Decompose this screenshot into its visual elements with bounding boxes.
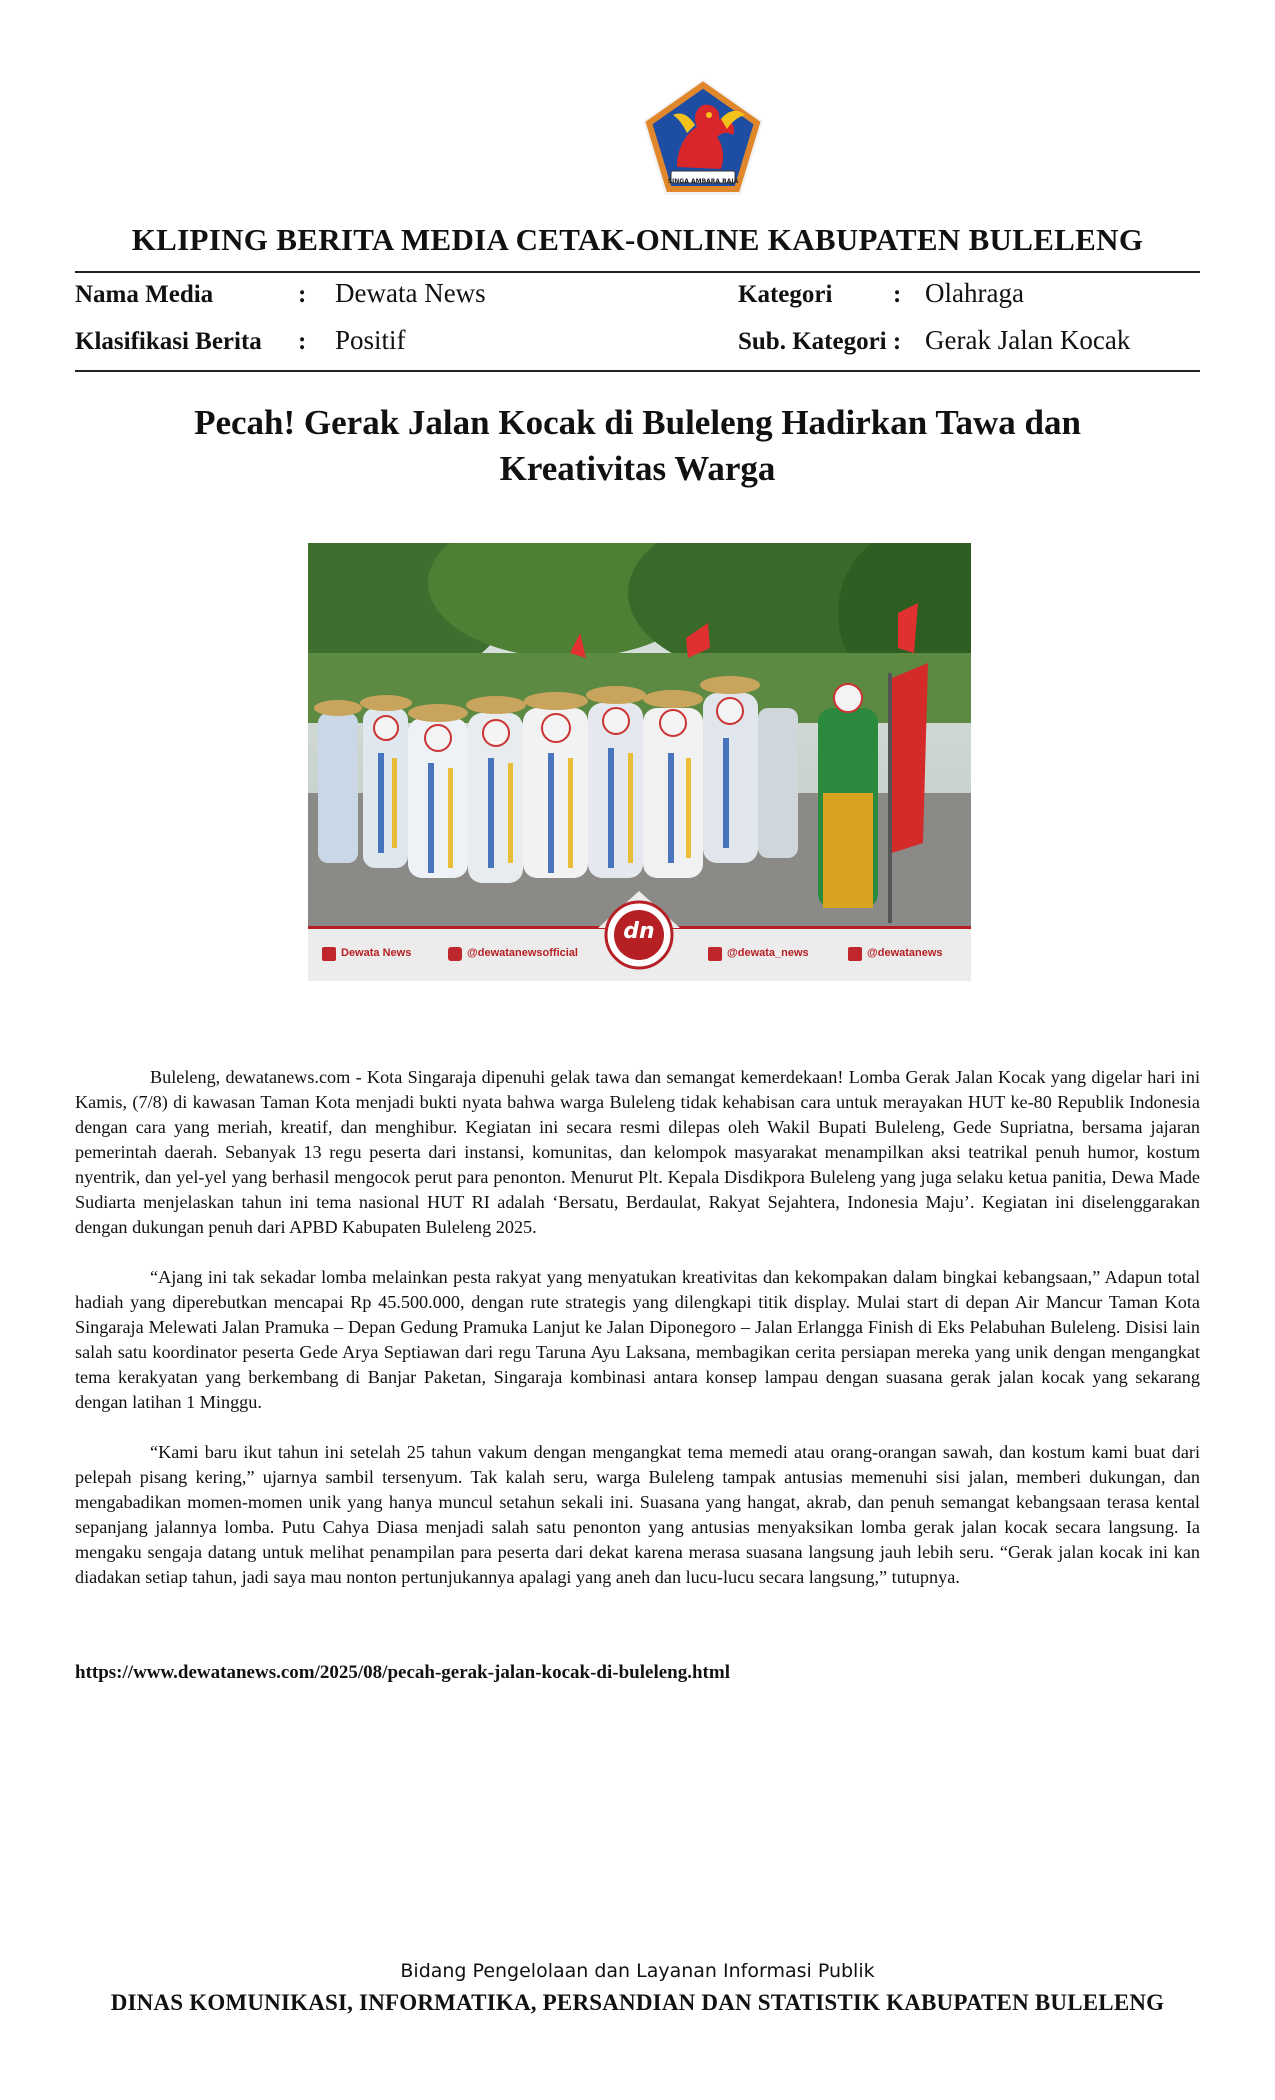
article-paragraph-1: Buleleng, dewatanews.com - Kota Singaraja dipenuhi gelak tawa dan semangat kemerdekaan! Lomba Gerak Jalan Kocak yang digelar hari ini Kamis, (7/8) di kawasan Taman Kota menjadi bukti nyata bahwa warga Buleleng tidak kehabisan cara untuk merayakan HUT ke-80 Republik Indonesia dengan cara yang meriah, kreatif, dan menghibur. Kegiatan ini secara resmi dilepas oleh Wakil Bupati Buleleng, Gede Supriatna, bersama jajaran pemerintah daerah. Sebanyak 13 regu peserta dari instansi, komunitas, dan kelompok masyarakat menampilkan aksi teatrikal penuh humor, kostum nyentrik, dan yel-yel yang berhasil mengocok perut para penonton. Menurut Plt. Kepala Disdikpora Buleleng yang juga selaku ketua panitia, Dewa Made Sudiarta menjelaskan tahun ini tema nasional HUT RI adalah ‘Bersatu, Berdaulat, Rakyat Sejahtera, Indonesia Maju’. Kegiatan ini diselenggarakan dengan dukungan penuh dari APBD Kabupaten Buleleng 2025. <box>75 1067 1200 1237</box>
kategori-label: Kategori <box>738 281 833 308</box>
footer-agency-name: DINAS KOMUNIKASI, INFORMATIKA, PERSANDIAN DAN STATISTIK KABUPATEN BULELENG <box>110 1990 1165 2015</box>
meta-row-media <box>75 278 1200 318</box>
subkategori-label: Sub. Kategori : <box>738 328 902 355</box>
logo-motto: SINGA AMBARA RAJA <box>667 178 739 185</box>
news-photo <box>308 543 971 981</box>
header-rule-top <box>75 271 1200 273</box>
article-paragraph-2: “Ajang ini tak sekadar lomba melainkan pesta rakyat yang menyatukan kreativitas dan kekompakan dalam bingkai kebangsaan,” Adapun total hadiah yang diperebutkan mencapai Rp 45.500.000, dengan rute strategis yang dilengkapi titik display. Mulai start di depan Air Mancur Taman Kota Singaraja Melewati Jalan Pramuka – Depan Gedung Pramuka Lanjut ke Jalan Diponegoro – Jalan Erlangga Finish di Eks Pelabuhan Buleleng. Disisi lain salah satu koordinator peserta Gede Arya Septiawan dari regu Taruna Ayu Laksana, membagikan cerita persiapan mereka yang unik dengan mengangkat tema kerakyatan yang berkembang di Banjar Paketan, Singaraja kombinasi antara konsep lampau dengan suasana gerak jalan kocak yang sekarang dengan latihan 1 Minggu. <box>75 1267 1200 1412</box>
photo-logo-text: dn <box>623 919 655 944</box>
article-title-line-1: Pecah! Gerak Jalan Kocak di Buleleng Hadirkan Tawa dan <box>194 403 1081 442</box>
klasifikasi-value: Positif <box>335 325 406 355</box>
media-colon: : <box>298 281 307 308</box>
meta-row-klasifikasi <box>75 325 1200 365</box>
klasifikasi-colon: : <box>298 328 307 355</box>
article-title <box>155 400 1120 492</box>
article-body <box>75 1065 1200 1615</box>
kategori-value: Olahraga <box>925 278 1024 308</box>
article-paragraph-3: “Kami baru ikut tahun ini setelah 25 tahun vakum dengan mengangkat tema memedi atau orang-orangan sawah, dan kostum kami buat dari pelepah pisang kering,” ujarnya sambil tersenyum. Tak kalah seru, warga Buleleng tampak antusias memenuhi sisi jalan, memberi dukungan, dan mengabadikan momen-momen unik yang hanya muncul setahun sekali ini. Suasana yang hangat, akrab, dan penuh semangat kebangsaan terasa kental sepanjang jalannya lomba. Putu Cahya Diasa menjadi salah satu penonton yang antusias menyaksikan lomba gerak jalan kocak secara langsung. Ia mengaku sengaja datang untuk melihat penampilan para peserta dari dekat karena merasa suasana langsung jauh lebih seru. “Gerak jalan kocak ini kan diadakan setiap tahun, jadi saya mau nonton pertunjukannya apalagi yang aneh dan lucu-lucu secara langsung,” tutupnya. <box>75 1442 1200 1587</box>
tiktok-handle: @dewatanews <box>867 947 943 959</box>
media-label: Nama Media <box>75 281 214 308</box>
source-url-link[interactable]: https://www.dewatanews.com/2025/08/pecah-gerak-jalan-kocak-di-buleleng.html <box>75 1662 730 1683</box>
subkategori-value: Gerak Jalan Kocak <box>925 325 1131 355</box>
instagram-handle: @dewatanewsofficial <box>467 947 578 959</box>
media-value: Dewata News <box>335 278 486 308</box>
header-rule-bottom <box>75 370 1200 372</box>
document-header-title: KLIPING BERITA MEDIA CETAK-ONLINE KABUPATEN BULELENG <box>131 222 1144 257</box>
kategori-colon: : <box>893 281 902 308</box>
twitter-handle: @dewata_news <box>727 947 809 959</box>
facebook-handle: Dewata News <box>341 947 412 959</box>
parade-photo-image <box>308 543 971 981</box>
klasifikasi-label: Klasifikasi Berita <box>75 328 262 355</box>
article-title-line-2: Kreativitas Warga <box>499 449 776 488</box>
footer-subtitle: Bidang Pengelolaan dan Layanan Informasi Publik <box>400 1960 875 1982</box>
